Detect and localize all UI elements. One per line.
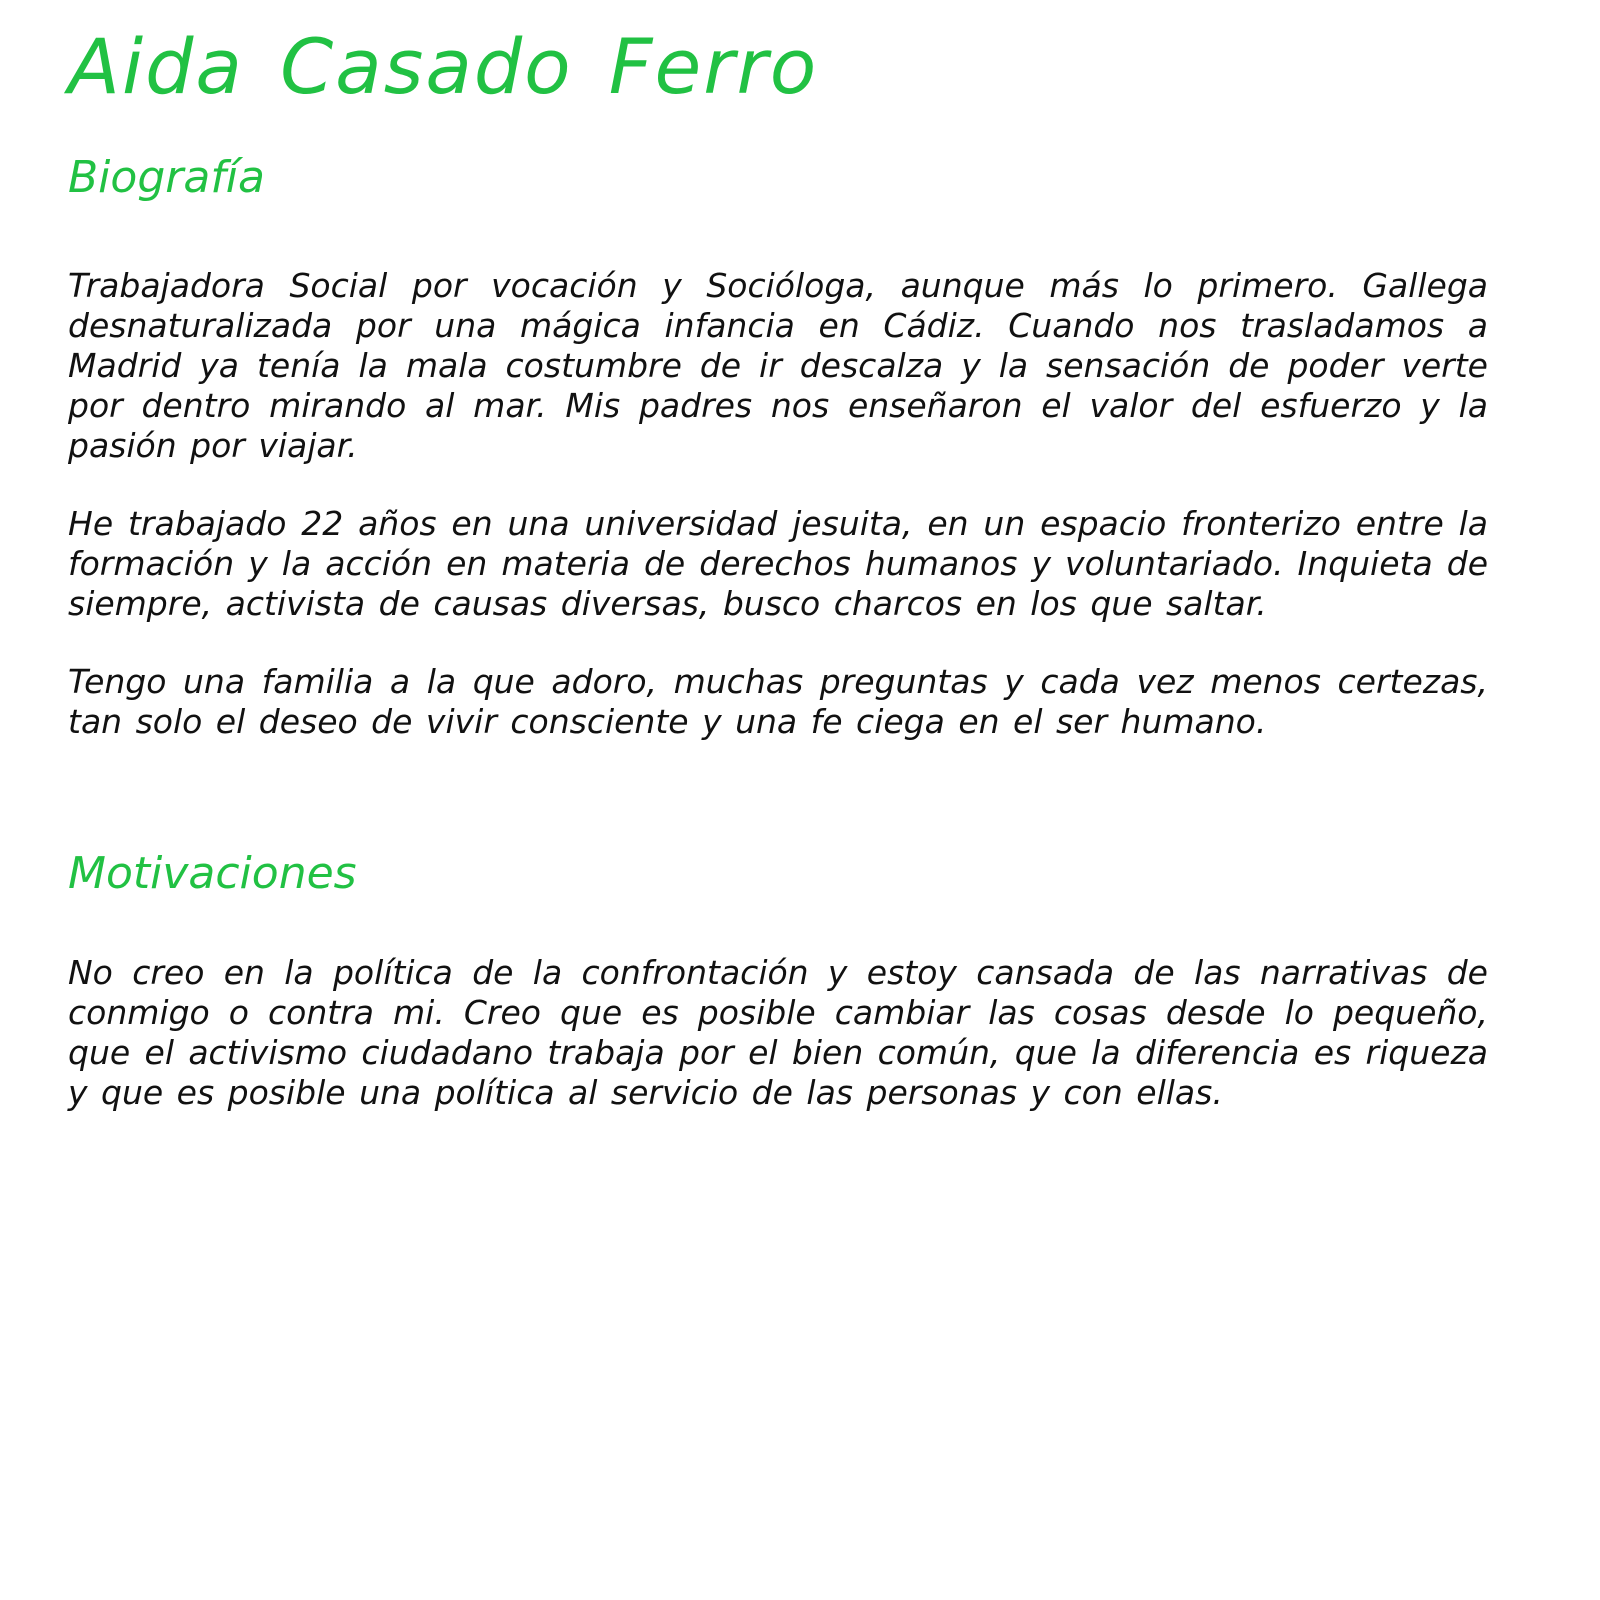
- page-title: Aida Casado Ferro: [68, 22, 819, 111]
- biography-paragraph: He trabajado 22 años en una universidad jesuita, en un espacio fronterizo entre la formación y la acción en materia de derechos humanos y voluntariado. Inquieta de siempre, activista de causas diversas, busco charcos en los que saltar.: [68, 504, 1488, 623]
- biography-heading: Biografía: [68, 152, 265, 203]
- motivations-heading: Motivaciones: [68, 848, 357, 899]
- biography-paragraph: Tengo una familia a la que adoro, muchas preguntas y cada vez menos certezas, tan solo el deseo de vivir consciente y una fe ciega en el ser humano.: [68, 662, 1488, 741]
- motivations-paragraph: No creo en la política de la confrontación y estoy cansada de las narrativas de conmigo o contra mi. Creo que es posible cambiar las cosas desde lo pequeño, que el activismo ciudadano trabaja por el bien común, que la diferencia es riqueza y que es posible una política al servicio de las personas y con ellas.: [68, 953, 1488, 1112]
- biography-paragraph: Trabajadora Social por vocación y Socióloga, aunque más lo primero. Gallega desnaturalizada por una mágica infancia en Cádiz. Cuando nos trasladamos a Madrid ya tenía la mala costumbre de ir descalza y la sensación de poder verte por dentro mirando al mar. Mis padres nos enseñaron el valor del esfuerzo y la pasión por viajar.: [68, 266, 1488, 465]
